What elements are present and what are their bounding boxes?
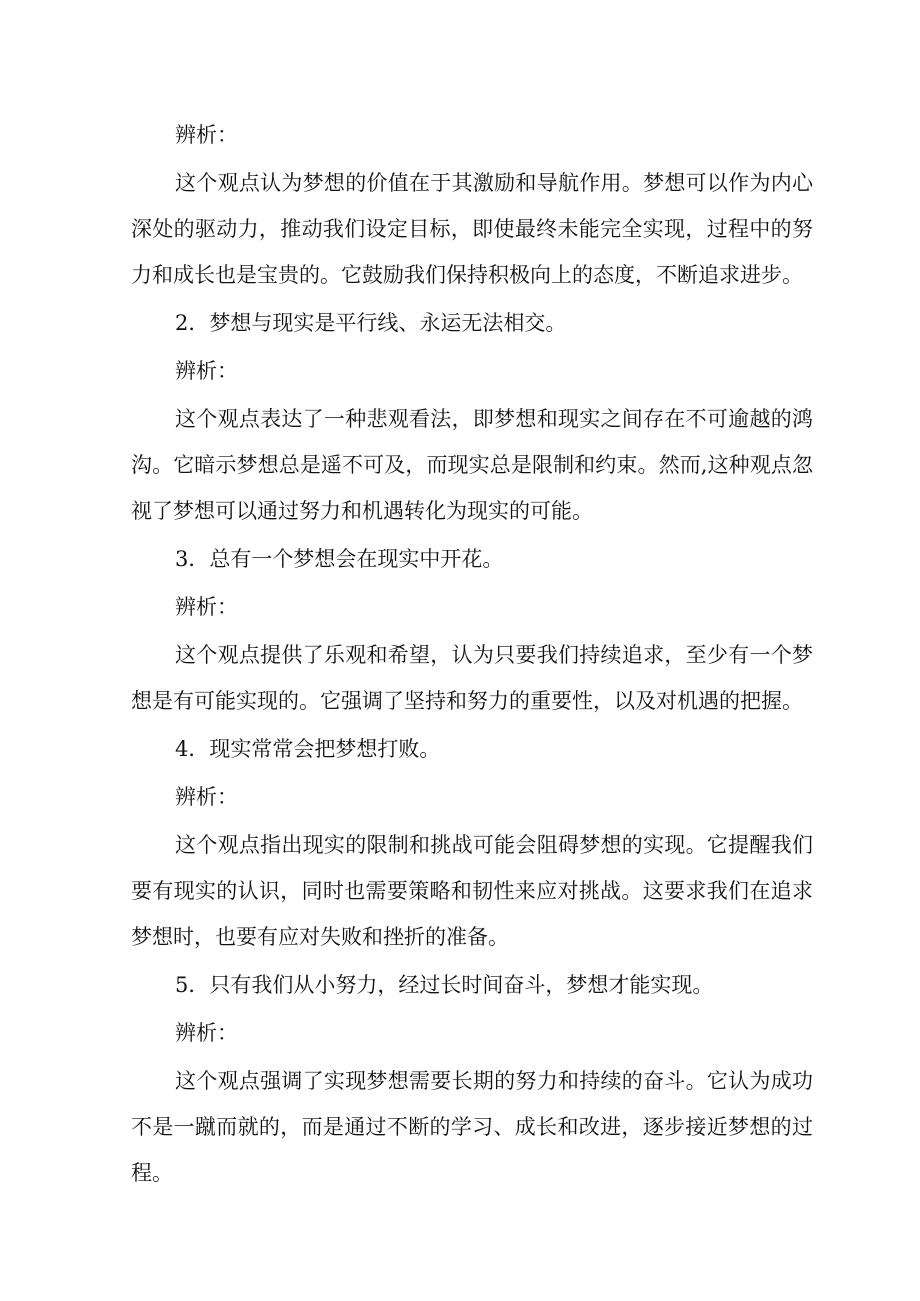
analysis-paragraph: 这个观点强调了实现梦想需要长期的努力和持续的奋斗。它认为成功不是一蹴而就的，而是通过不断的学习、成长和改进，逐步接近梦想的过程。 xyxy=(131,1069,813,1185)
analysis-paragraph: 这个观点认为梦想的价值在于其激励和导航作用。梦想可以作为内心深处的驱动力，推动我们设定目标，即使最终未能完全实现，过程中的努力和成长也是宝贵的。它鼓励我们保持积极向上的态度，不断追求进步。 xyxy=(131,171,813,287)
viewpoint-item: 3．总有一个梦想会在现实中开花。 xyxy=(175,547,504,571)
analysis-label: 辨析： xyxy=(175,1021,238,1045)
viewpoint-item: 2．梦想与现实是平行线、永运无法相交。 xyxy=(175,311,567,335)
document-body xyxy=(131,110,813,1196)
analysis-paragraph: 这个观点表达了一种悲观看法，即梦想和现实之间存在不可逾越的鸿沟。它暗示梦想总是遥不可及，而现实总是限制和约束。然而,这种观点忽视了梦想可以通过努力和机遇转化为现实的可能。 xyxy=(131,407,813,523)
viewpoint-item: 4．现实常常会把梦想打败。 xyxy=(175,737,441,761)
analysis-label: 辨析： xyxy=(175,785,238,809)
analysis-label: 辨析： xyxy=(175,595,238,619)
analysis-paragraph: 这个观点提供了乐观和希望，认为只要我们持续追求，至少有一个梦想是有可能实现的。它强调了坚持和努力的重要性，以及对机遇的把握。 xyxy=(131,643,813,713)
analysis-paragraph: 这个观点指出现实的限制和挑战可能会阻碍梦想的实现。它提醒我们要有现实的认识，同时也需要策略和韧性来应对挑战。这要求我们在追求梦想时，也要有应对失败和挫折的准备。 xyxy=(131,833,813,949)
analysis-label: 辨析： xyxy=(175,123,238,147)
analysis-label: 辨析： xyxy=(175,359,238,383)
viewpoint-item: 5．只有我们从小努力，经过长时间奋斗，梦想才能实现。 xyxy=(175,973,714,997)
